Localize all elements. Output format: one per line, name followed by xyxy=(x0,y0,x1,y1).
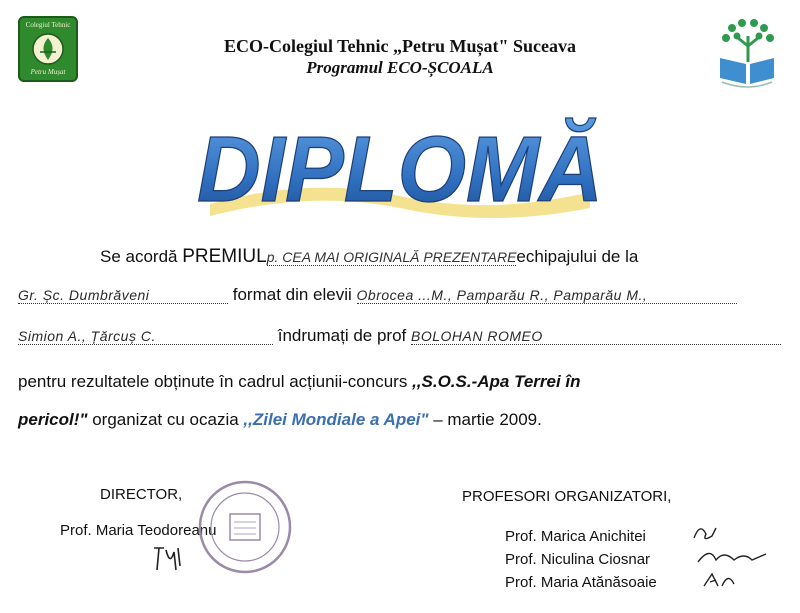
institution-name: ECO-Colegiul Tehnic „Petru Mușat" Suceava xyxy=(223,36,576,56)
coordinator-middle-text: îndrumați de prof xyxy=(277,326,407,345)
contest-name-start: ,,S.O.S.-Apa Terrei în xyxy=(412,372,581,391)
school-handwritten: Gr. Șc. Dumbrăveni xyxy=(18,287,228,304)
results-line xyxy=(18,372,788,392)
award-prefix: Se acordă xyxy=(100,247,178,266)
occasion-name: ,,Zilei Mondiale a Apei" xyxy=(243,410,429,429)
organizer-signatures xyxy=(690,516,780,596)
occasion-line xyxy=(18,410,788,430)
diploma-title xyxy=(190,96,610,226)
organizers-title: PROFESORI ORGANIZATORI, xyxy=(462,488,672,505)
award-line xyxy=(18,246,800,268)
occasion-middle-text: organizat cu ocazia xyxy=(92,410,239,429)
crest-bottom-text: Petru Mușat xyxy=(30,68,66,76)
director-signature xyxy=(150,540,186,576)
students-handwritten-1: Obrocea ...M., Pamparău R., Pamparău M., xyxy=(357,287,737,304)
program-name: Programul ECO-ȘCOALA xyxy=(306,58,494,77)
coordinator-handwritten: BOLOHAN ROMEO xyxy=(411,328,781,345)
team-middle-text: format din elevii xyxy=(232,285,352,304)
occasion-date: – martie 2009. xyxy=(433,410,542,429)
team-line xyxy=(18,285,788,305)
results-text: pentru rezultatele obținute în cadrul acțiunii-concurs xyxy=(18,372,408,391)
official-stamp-icon xyxy=(196,478,294,576)
coordinator-line xyxy=(18,326,788,346)
director-title: DIRECTOR, xyxy=(100,486,183,503)
award-suffix: echipajului de la xyxy=(516,247,639,266)
crest-top-text: Colegiul Tehnic xyxy=(25,21,71,29)
organizer-3: Prof. Maria Atănăsoaie xyxy=(505,574,657,591)
diploma-title-text: DIPLOMĂ xyxy=(197,118,603,222)
award-category-handwritten: p. CEA MAI ORIGINALĂ PREZENTARE xyxy=(266,249,517,265)
organizer-1: Prof. Marica Anichitei xyxy=(505,528,646,545)
director-name: Prof. Maria Teodoreanu xyxy=(60,522,217,539)
students-handwritten-2: Simion A., Țărcuș C. xyxy=(18,328,273,345)
contest-name-end: pericol!" xyxy=(18,410,88,429)
organizer-2: Prof. Niculina Ciosnar xyxy=(505,551,651,568)
award-premiu: PREMIUL xyxy=(182,246,267,267)
